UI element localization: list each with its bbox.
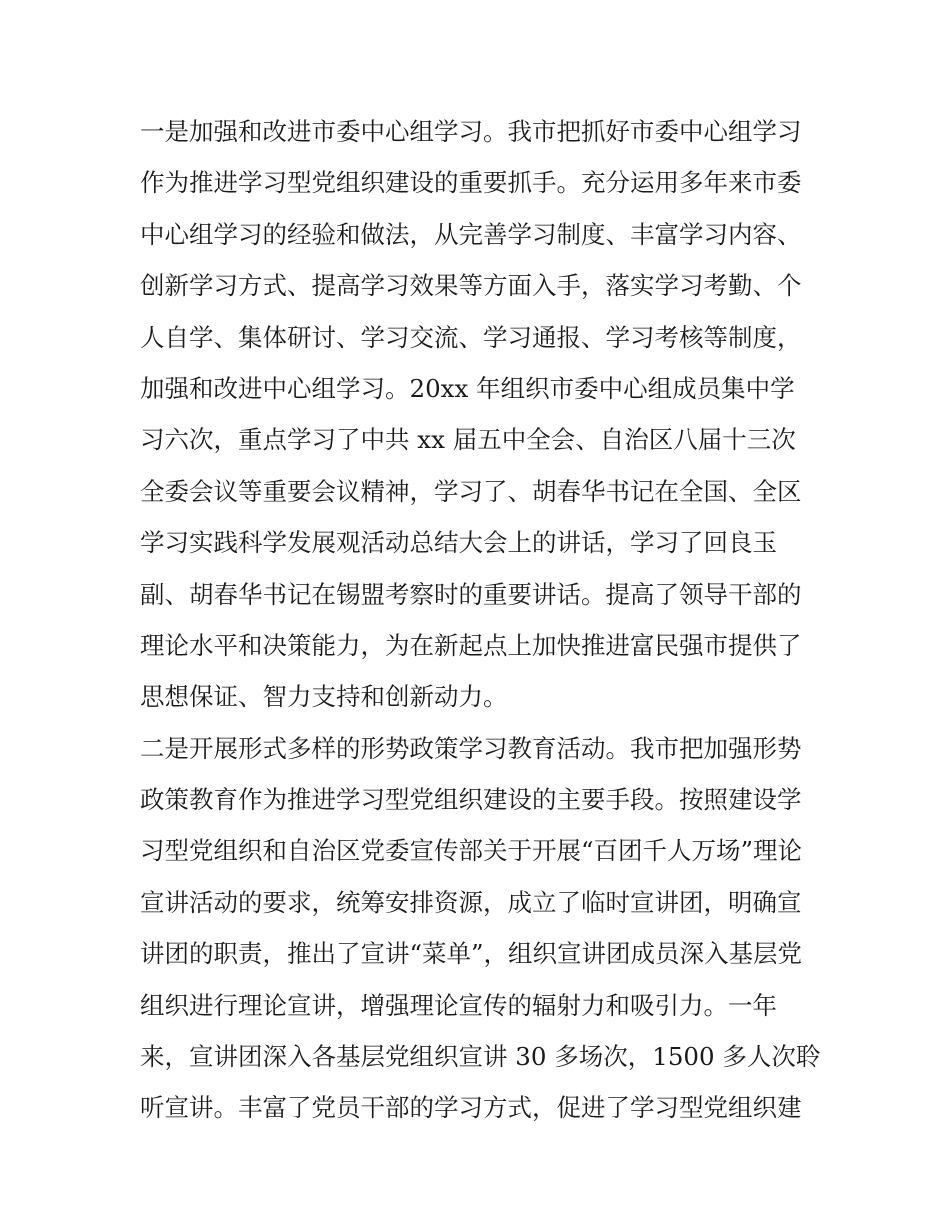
text-line: 人自学、集体研讨、学习交流、学习通报、学习考核等制度，: [140, 322, 802, 352]
text-line: 一是加强和改进市委中心组学习。我市把抓好市委中心组学习: [140, 117, 802, 146]
text-line: 二是开展形式多样的形势政策学习教育活动。我市把加强形势: [140, 733, 802, 763]
text-line: 政策教育作为推进学习型党组织建设的主要手段。按照建设学: [140, 785, 802, 815]
text-line: 理论水平和决策能力，为在新起点上加快推进富民强市提供了: [140, 630, 802, 660]
text-line: 讲团的职责，推出了宣讲“菜单”，组织宣讲团成员深入基层党: [140, 939, 803, 969]
text-line: 创新学习方式、提高学习效果等方面入手，落实学习考勤、个: [140, 271, 802, 301]
text-line: 作为推进学习型党组织建设的重要抓手。充分运用多年来市委: [140, 168, 802, 198]
text-line: 思想保证、智力支持和创新动力。: [140, 682, 508, 712]
text-line: 听宣讲。丰富了党员干部的学习方式，促进了学习型党组织建: [140, 1093, 802, 1123]
text-line: 学习实践科学发展观活动总结大会上的讲话，学习了回良玉: [140, 528, 777, 558]
text-line: 中心组学习的经验和做法，从完善学习制度、丰富学习内容、: [140, 219, 802, 249]
text-line: 全委会议等重要会议精神，学习了、胡春华书记在全国、全区: [140, 476, 802, 506]
body-text: [140, 106, 820, 1134]
text-line: 来，宣讲团深入各基层党组织宣讲 30 多场次，1500 多人次聆: [140, 1042, 820, 1072]
text-line: 习型党组织和自治区党委宣传部关于开展“百团千人万场”理论: [140, 836, 803, 866]
text-line: 习六次，重点学习了中共 xx 届五中全会、自治区八届十三次: [140, 425, 796, 455]
text-line: 加强和改进中心组学习。20xx 年组织市委中心组成员集中学: [140, 373, 795, 403]
text-line: 副、胡春华书记在锡盟考察时的重要讲话。提高了领导干部的: [140, 579, 802, 609]
text-line: 组织进行理论宣讲，增强理论宣传的辐射力和吸引力。一年: [140, 990, 777, 1020]
text-line: 宣讲活动的要求，统筹安排资源，成立了临时宣讲团，明确宣: [140, 887, 802, 917]
